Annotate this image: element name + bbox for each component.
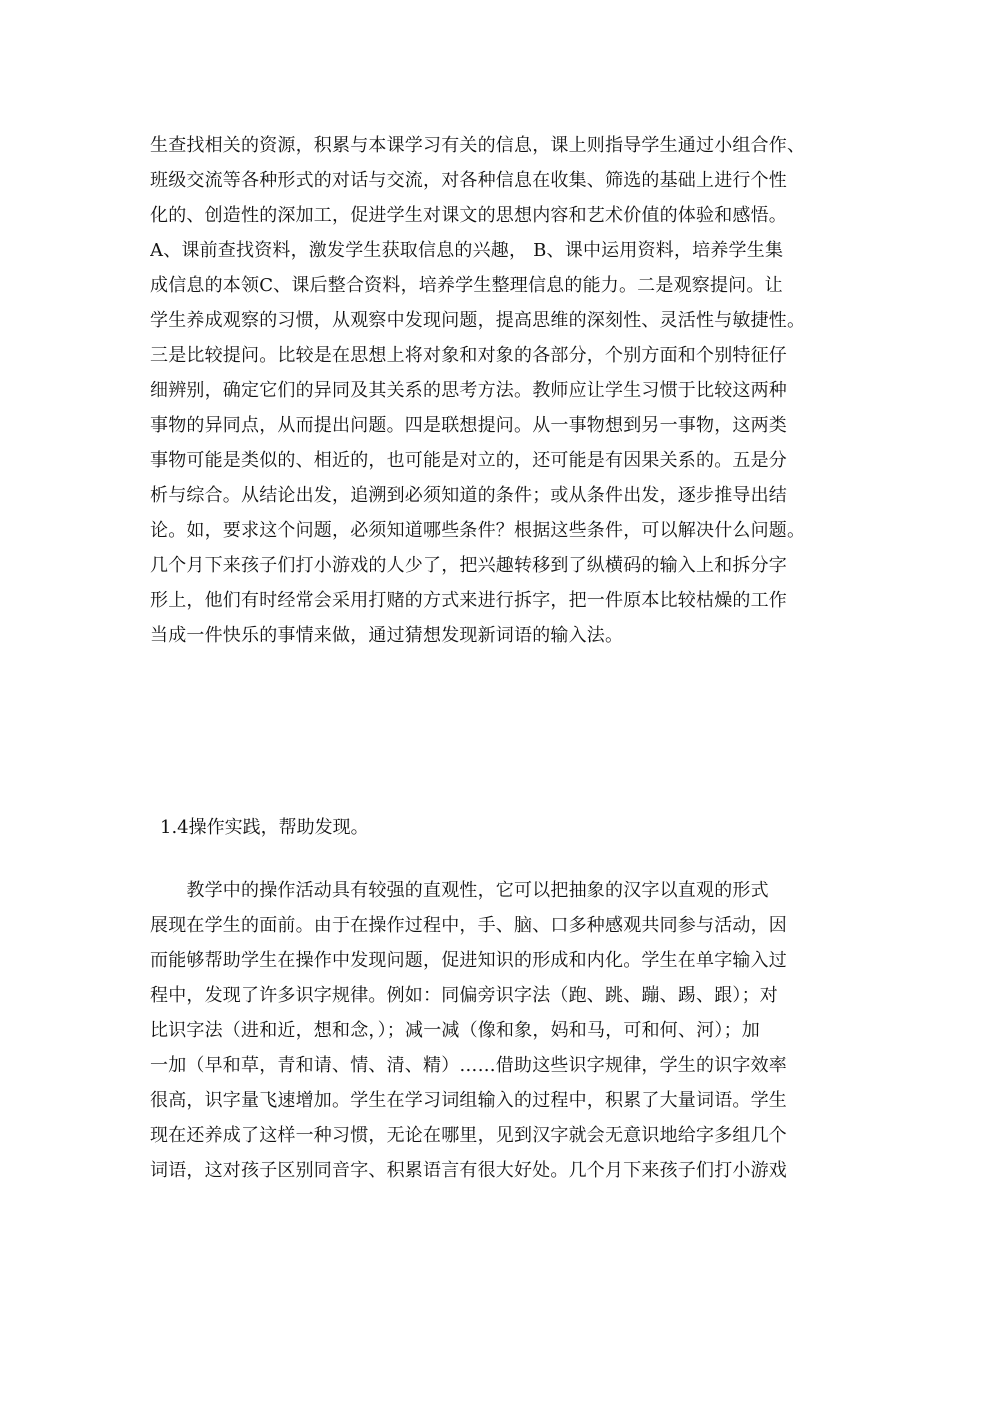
paragraph-line: 当成一件快乐的事情来做，通过猜想发现新词语的输入法。 — [150, 625, 624, 646]
paragraph-line: 程中，发现了许多识字规律。例如：同偏旁识字法（跑、跳、蹦、踢、跟）；对 — [150, 985, 778, 1006]
paragraph-line: 学生养成观察的习惯，从观察中发现问题，提高思维的深刻性、灵活性与敏捷性。 — [150, 310, 806, 331]
paragraph-line: 三是比较提问。比较是在思想上将对象和对象的各部分，个别方面和个别特征仔 — [150, 345, 787, 366]
paragraph-line: 化的、创造性的深加工，促进学生对课文的思想内容和艺术价值的体验和感悟。 — [150, 205, 787, 226]
paragraph-line: 词语，这对孩子区别同音字、积累语言有很大好处。几个月下来孩子们打小游戏 — [150, 1160, 787, 1181]
paragraph-line: 成信息的本领C、课后整合资料，培养学生整理信息的能力。二是观察提问。让 — [150, 275, 783, 296]
paragraph-line: 细辨别，确定它们的异同及其关系的思考方法。教师应让学生习惯于比较这两种 — [150, 380, 787, 401]
paragraph-line: 几个月下来孩子们打小游戏的人少了，把兴趣转移到了纵横码的输入上和拆分字 — [150, 555, 787, 576]
paragraph-line: 展现在学生的面前。由于在操作过程中，手、脑、口多种感观共同参与活动，因 — [150, 915, 787, 936]
paragraph-line: 事物的异同点，从而提出问题。四是联想提问。从一事物想到另一事物，这两类 — [150, 415, 787, 436]
paragraph-line: 一加（早和草，青和请、情、清、精）……借助这些识字规律，学生的识字效率 — [150, 1055, 787, 1076]
paragraph-line: 比识字法（进和近，想和念，）；减一减（像和象，妈和马，可和何、河）；加 — [150, 1020, 760, 1041]
paragraph-line: 事物可能是类似的、相近的，也可能是对立的，还可能是有因果关系的。五是分 — [150, 450, 787, 471]
body-paragraph-1 — [150, 128, 850, 653]
paragraph-line: 而能够帮助学生在操作中发现问题，促进知识的形成和内化。学生在单字输入过 — [150, 950, 787, 971]
paragraph-line: 班级交流等各种形式的对话与交流，对各种信息在收集、筛选的基础上进行个性 — [150, 170, 787, 191]
paragraph-line: 形上，他们有时经常会采用打赌的方式来进行拆字，把一件原本比较枯燥的工作 — [150, 590, 787, 611]
body-paragraph-2 — [150, 873, 850, 1188]
paragraph-line: 现在还养成了这样一种习惯，无论在哪里，见到汉字就会无意识地给字多组几个 — [150, 1125, 787, 1146]
paragraph-line: 教学中的操作活动具有较强的直观性，它可以把抽象的汉字以直观的形式 — [150, 880, 769, 901]
paragraph-line: 很高，识字量飞速增加。学生在学习词组输入的过程中，积累了大量词语。学生 — [150, 1090, 787, 1111]
paragraph-line: 析与综合。从结论出发，追溯到必须知道的条件；或从条件出发，逐步推导出结 — [150, 485, 787, 506]
paragraph-line: A、课前查找资料，激发学生获取信息的兴趣， B、课中运用资料，培养学生集 — [150, 240, 784, 261]
paragraph-line: 生查找相关的资源，积累与本课学习有关的信息，课上则指导学生通过小组合作、 — [150, 135, 806, 156]
paragraph-line: 论。如，要求这个问题，必须知道哪些条件？根据这些条件，可以解决什么问题。 — [150, 520, 806, 541]
section-heading: 1.4操作实践，帮助发现。 — [160, 817, 369, 838]
